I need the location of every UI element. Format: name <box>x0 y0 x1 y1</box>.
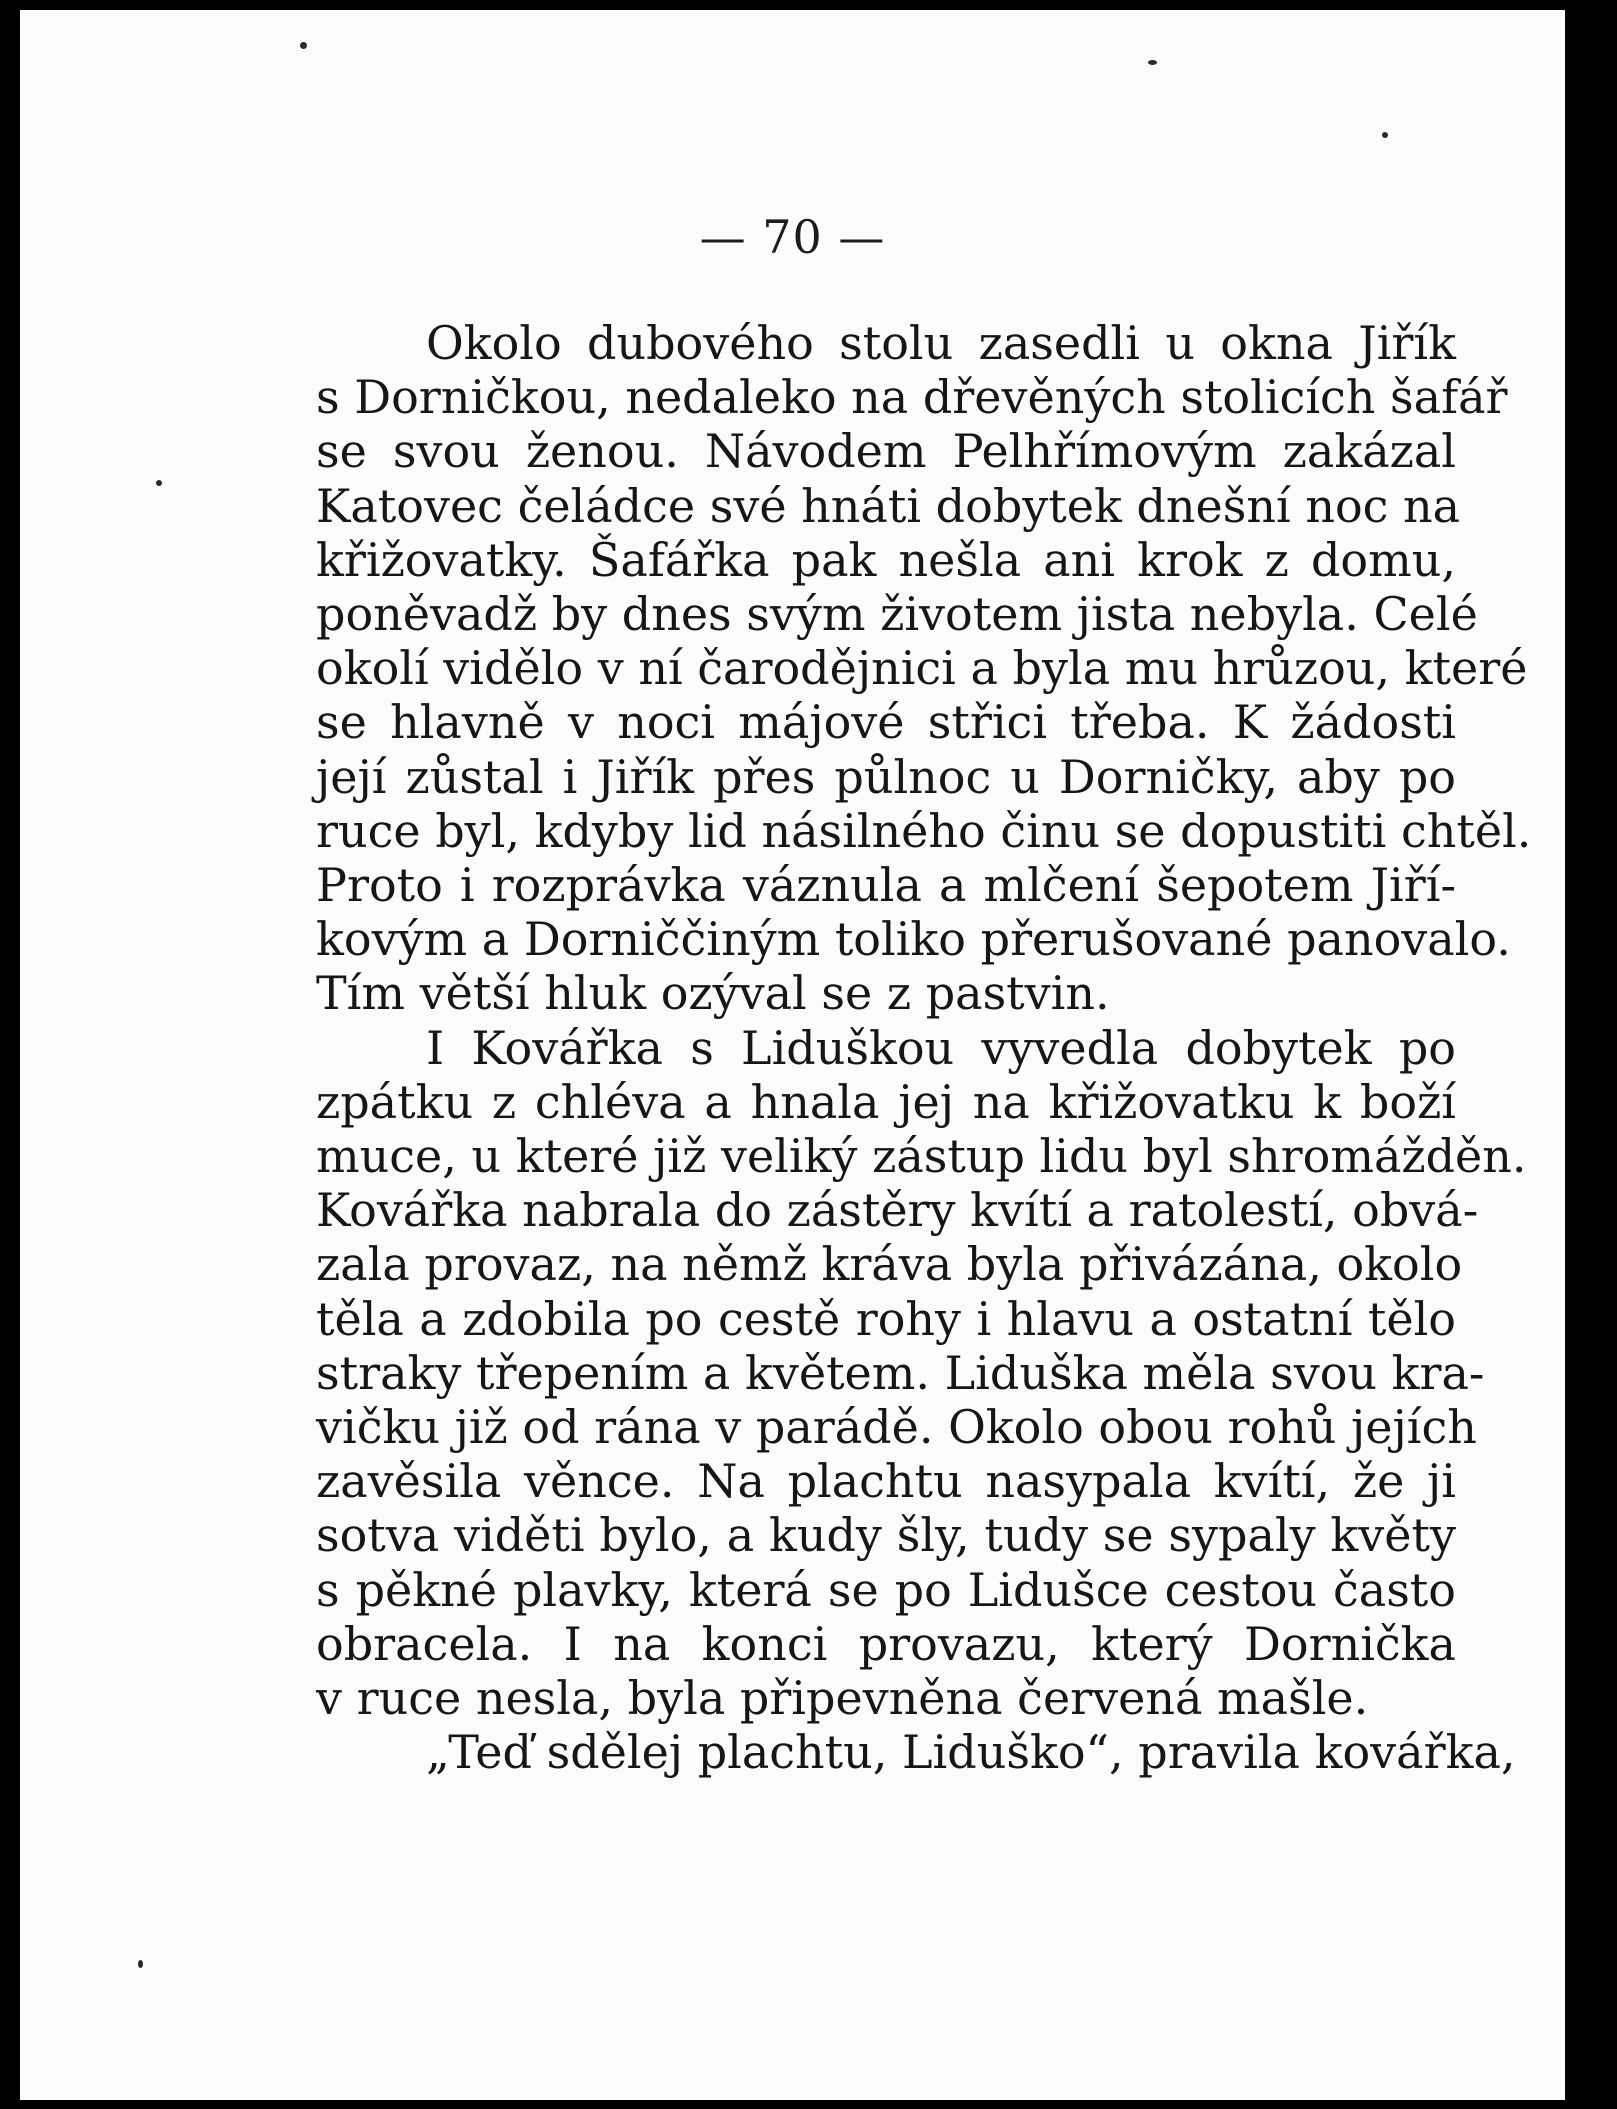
text-line: obracela. I na konci provazu, který Dornička <box>316 1616 1456 1671</box>
print-speck <box>1148 60 1157 65</box>
text-line: zavěsila věnce. Na plachtu nasypala kvítí, že ji <box>316 1454 1456 1509</box>
text-line: s Dorničkou, nedaleko na dřevěných stolicích šafář <box>316 370 1508 425</box>
text-line: se svou ženou. Návodem Pelhřímovým zakázal <box>316 424 1456 479</box>
text-line: okolí vidělo v ní čarodějnici a byla mu hrůzou, které <box>316 641 1528 696</box>
paragraph-3 <box>316 1725 1516 1780</box>
text-line: těla a zdobila po cestě rohy i hlavu a ostatní tělo <box>316 1291 1456 1346</box>
text-line: Okolo dubového stolu zasedli u okna Jiřík <box>426 316 1456 370</box>
page-number: — 70 — <box>699 210 886 264</box>
text-line: I Kovářka s Liduškou vyvedla dobytek po <box>426 1020 1456 1075</box>
text-line: muce, u které již veliký zástup lidu byl shromážděn. <box>316 1129 1527 1184</box>
text-line: Tím větší hluk ozýval se z pastvin. <box>316 966 1110 1021</box>
paragraph-2 <box>316 1020 1527 1726</box>
text-line: v ruce nesla, byla připevněna červená mašle. <box>316 1671 1369 1726</box>
print-speck <box>1382 132 1388 138</box>
text-line: se hlavně v noci májové střici třeba. K žádosti <box>316 695 1456 750</box>
text-line: „Teď sdělej plachtu, Liduško“, pravila kovářka, <box>426 1725 1516 1780</box>
book-page <box>20 10 1565 2100</box>
text-line: zpátku z chléva a hnala jej na křižovatku k boží <box>316 1074 1456 1129</box>
text-line: Katovec čeládce své hnáti dobytek dnešní noc na <box>316 478 1461 533</box>
text-line: sotva viděti bylo, a kudy šly, tudy se sypaly květy <box>316 1508 1456 1563</box>
text-line: křižovatky. Šafářka pak nešla ani krok z domu, <box>316 532 1456 587</box>
paragraph-1 <box>316 316 1532 1021</box>
text-line: Kovářka nabrala do zástěry kvítí a ratolestí, obvá- <box>316 1183 1479 1238</box>
text-line: její zůstal i Jiřík přes půlnoc u Dorničky, aby po <box>316 749 1456 804</box>
page-text <box>316 316 1532 1780</box>
text-line: poněvadž by dnes svým životem jista nebyla. Celé <box>316 587 1478 642</box>
text-line: s pěkné plavky, která se po Lidušce cestou často <box>316 1562 1456 1617</box>
text-line: kovým a Dorniččiným toliko přerušované panovalo. <box>316 912 1511 967</box>
print-speck <box>156 480 162 486</box>
text-line: vičku již od rána v parádě. Okolo obou rohů jejích <box>316 1400 1477 1455</box>
print-speck <box>300 42 307 49</box>
text-line: straky třepením a květem. Liduška měla svou kra- <box>316 1345 1485 1400</box>
print-speck <box>138 1960 143 1968</box>
text-line: ruce byl, kdyby lid násilného činu se dopustiti chtěl. <box>316 803 1532 858</box>
book-edge <box>1565 10 1617 2109</box>
text-line: zala provaz, na němž kráva byla přivázána, okolo <box>316 1237 1463 1292</box>
text-line: Proto i rozprávka váznula a mlčení šepotem Jiří- <box>316 858 1456 913</box>
